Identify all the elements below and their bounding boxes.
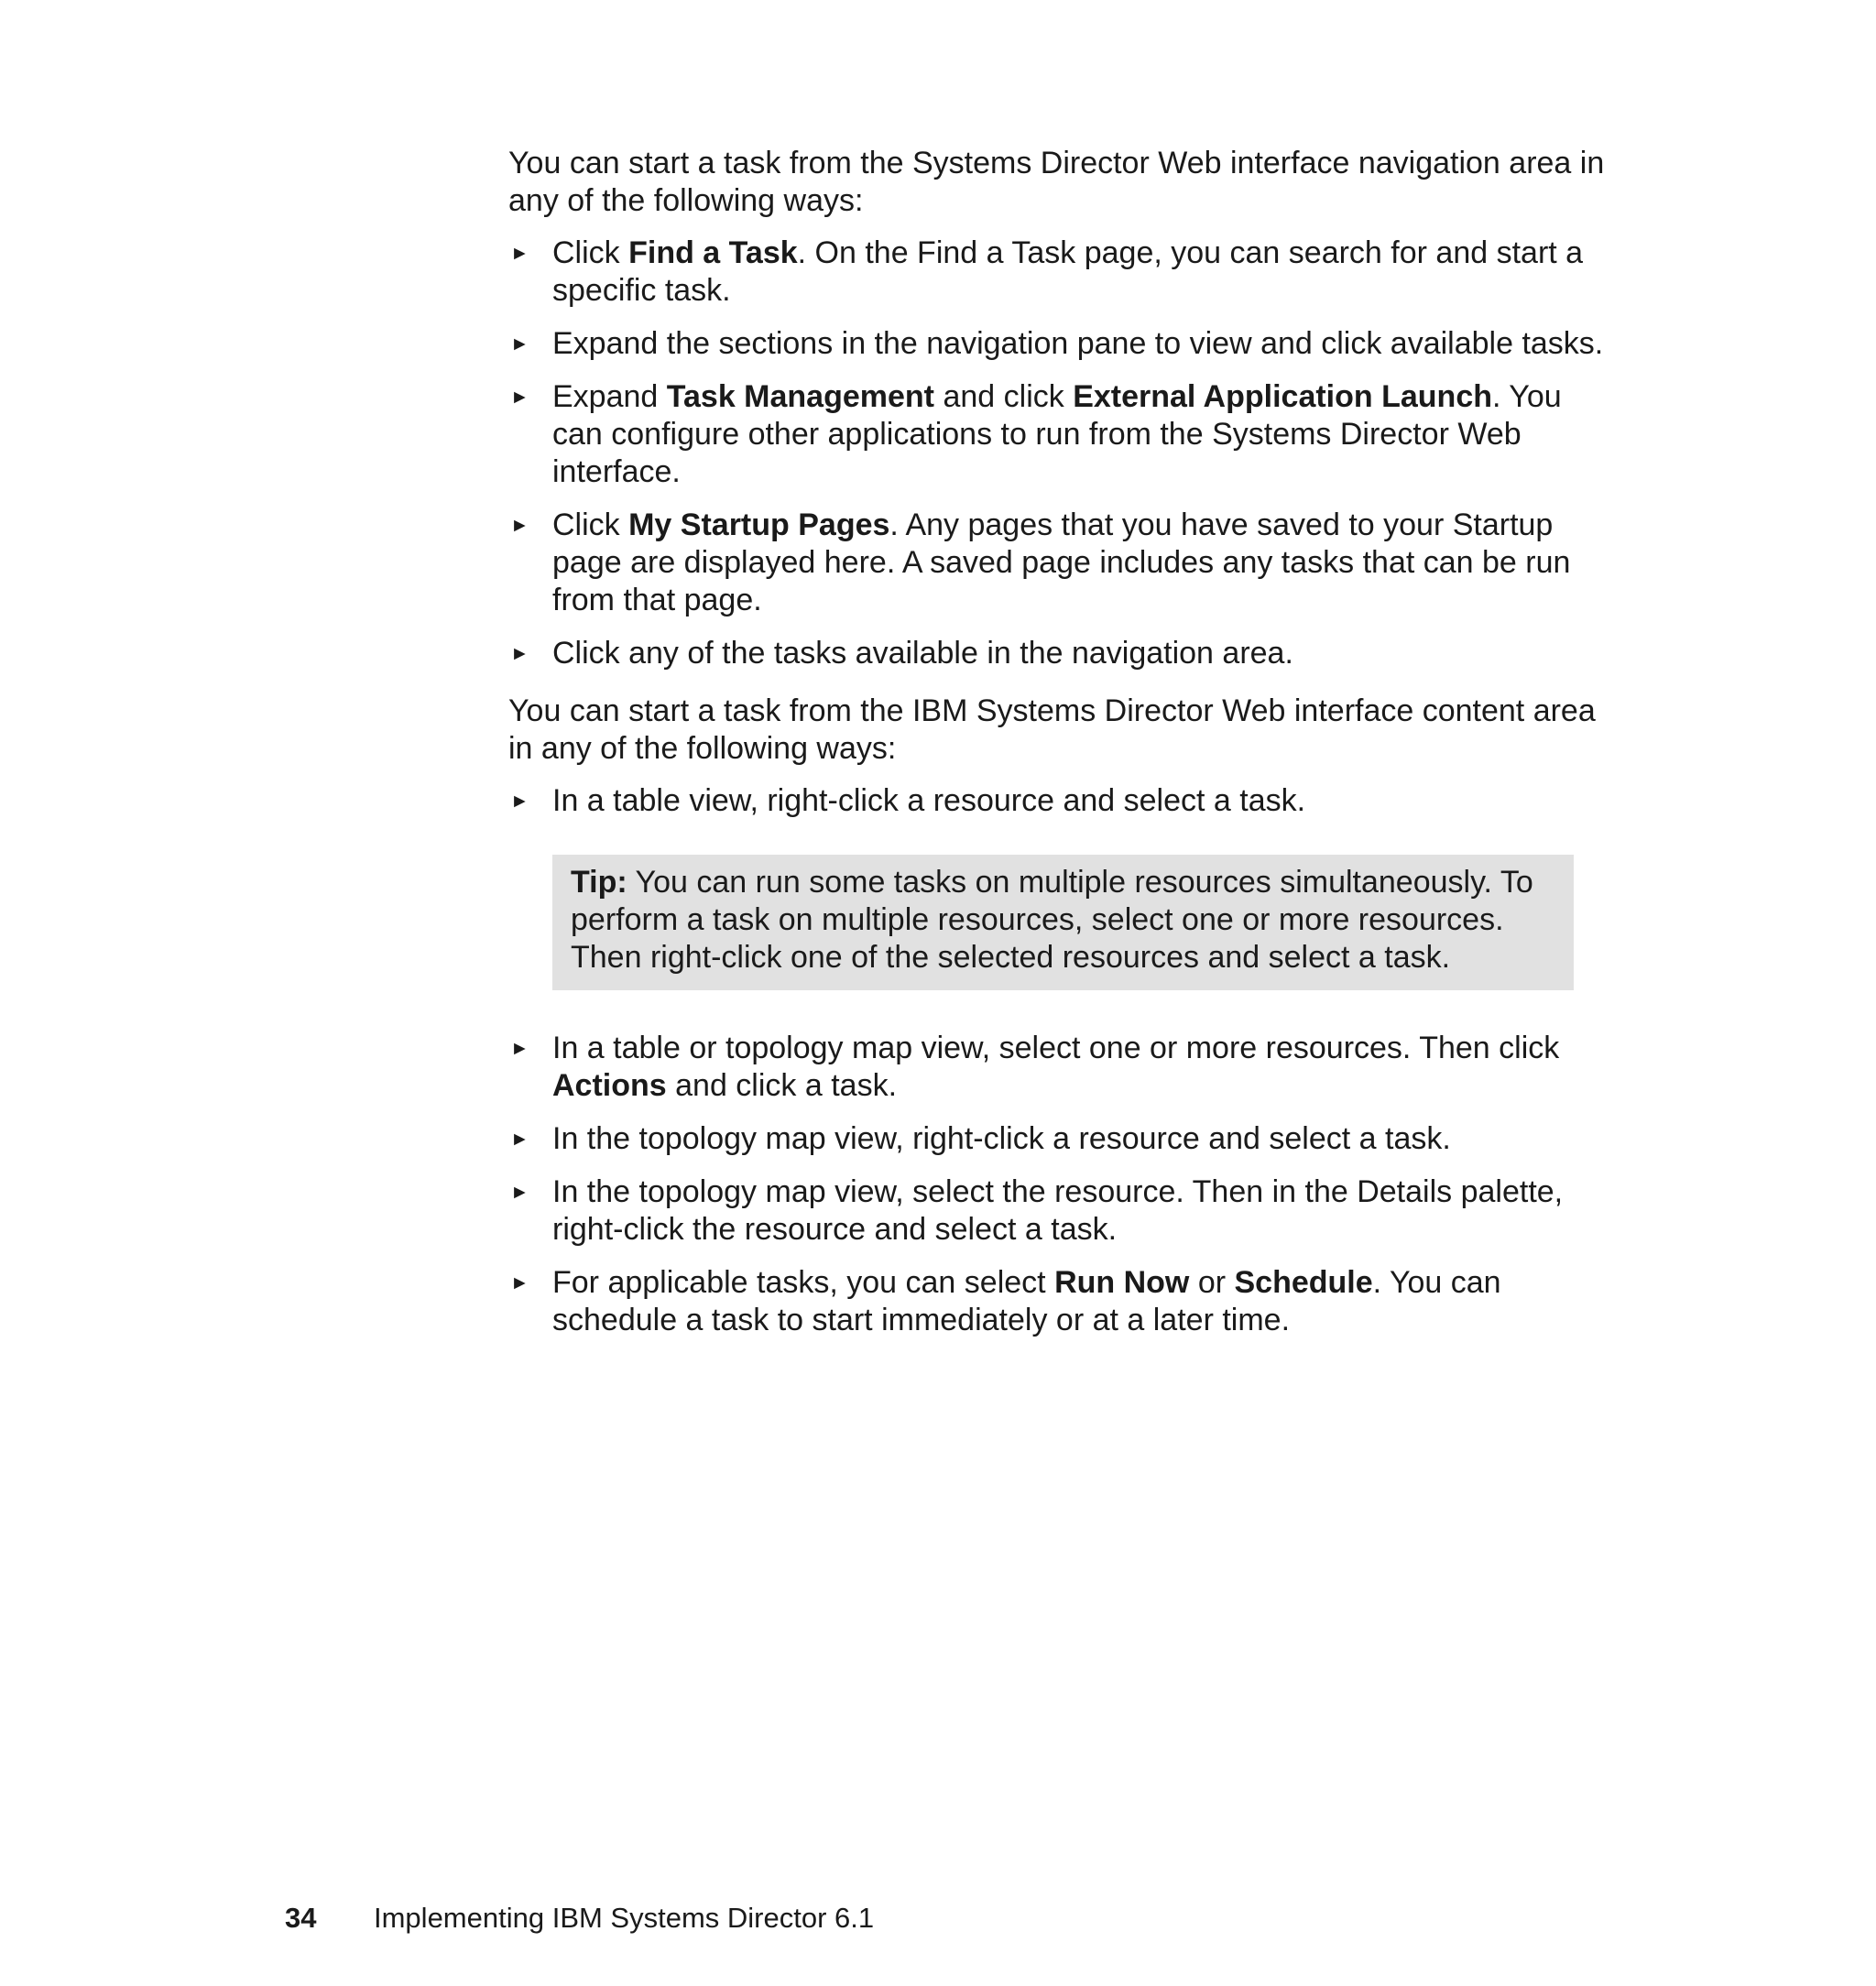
item-bold-text: Find a Task <box>628 235 798 270</box>
item-bold-text: Task Management <box>666 379 935 414</box>
item-text: and click a task. <box>666 1068 898 1103</box>
list-item <box>508 507 1612 619</box>
page-number: 34 <box>285 1902 317 1934</box>
bullet-arrow-icon: ► <box>510 333 529 355</box>
bullet-arrow-icon: ► <box>510 791 529 812</box>
item-text: In a table view, right-click a resource and select a task. <box>552 783 1306 818</box>
item-text: Expand the sections in the navigation pane to view and click available tasks. <box>552 326 1604 361</box>
bullet-arrow-icon: ► <box>510 387 529 408</box>
item-text: and click <box>934 379 1074 414</box>
list-item <box>508 1264 1612 1339</box>
tip-text: You can run some tasks on multiple resources simultaneously. To perform a task on multiple resources, select one or more resources. Then right-click one of the selected resources and select a task. <box>571 865 1533 975</box>
item-text: Click any of the tasks available in the navigation area. <box>552 636 1293 671</box>
bullet-arrow-icon: ► <box>510 1182 529 1203</box>
item-text: . Any pages that you have saved to your Startup page are displayed here. A saved page includes any tasks that can be run from that page. <box>552 507 1571 617</box>
bullet-arrow-icon: ► <box>510 243 529 264</box>
item-bold-text: My Startup Pages <box>628 507 890 542</box>
book-title: Implementing IBM Systems Director 6.1 <box>374 1902 875 1934</box>
item-text: . You can configure other applications to run from the Systems Director Web interface. <box>552 379 1562 489</box>
item-text: Click <box>552 235 629 270</box>
item-bold-text: External Application Launch <box>1073 379 1493 414</box>
intro-content-paragraph: You can start a task from the IBM Systems Director Web interface content area in any of the following ways: <box>508 693 1596 766</box>
bullet-arrow-icon: ► <box>510 643 529 664</box>
item-text: Click <box>552 507 629 542</box>
item-bold-text: Actions <box>552 1068 667 1103</box>
item-bold-text: Schedule <box>1234 1265 1373 1300</box>
intro-navigation-paragraph: You can start a task from the Systems Director Web interface navigation area in any of the following ways: <box>508 146 1605 218</box>
tip-box <box>552 855 1574 990</box>
content-task-list-continued <box>508 1030 1612 1339</box>
list-item <box>508 325 1612 363</box>
list-item <box>508 635 1612 672</box>
item-text: For applicable tasks, you can select <box>552 1265 1055 1300</box>
bullet-arrow-icon: ► <box>510 1038 529 1059</box>
list-item <box>508 235 1612 310</box>
item-bold-text: Run Now <box>1054 1265 1190 1300</box>
list-item <box>508 378 1612 491</box>
navigation-task-list <box>508 235 1612 672</box>
content-task-list <box>508 782 1612 820</box>
item-text: . On the Find a Task page, you can search for and start a specific task. <box>552 235 1584 308</box>
item-text: In the topology map view, right-click a resource and select a task. <box>552 1121 1451 1156</box>
page-content <box>508 145 1612 1355</box>
item-text: . You can schedule a task to start immediately or at a later time. <box>552 1265 1501 1337</box>
list-item <box>508 1030 1612 1105</box>
item-text: In the topology map view, select the resource. Then in the Details palette, right-click the resource and select a task. <box>552 1174 1564 1247</box>
item-text: or <box>1189 1265 1235 1300</box>
item-text: In a table or topology map view, select one or more resources. Then click <box>552 1031 1560 1065</box>
item-text: Expand <box>552 379 667 414</box>
page-footer <box>285 1901 874 1936</box>
list-item <box>508 782 1612 820</box>
bullet-arrow-icon: ► <box>510 1129 529 1150</box>
list-item <box>508 1173 1612 1249</box>
list-item <box>508 1120 1612 1158</box>
bullet-arrow-icon: ► <box>510 1272 529 1293</box>
tip-label: Tip: <box>571 865 627 900</box>
bullet-arrow-icon: ► <box>510 515 529 536</box>
